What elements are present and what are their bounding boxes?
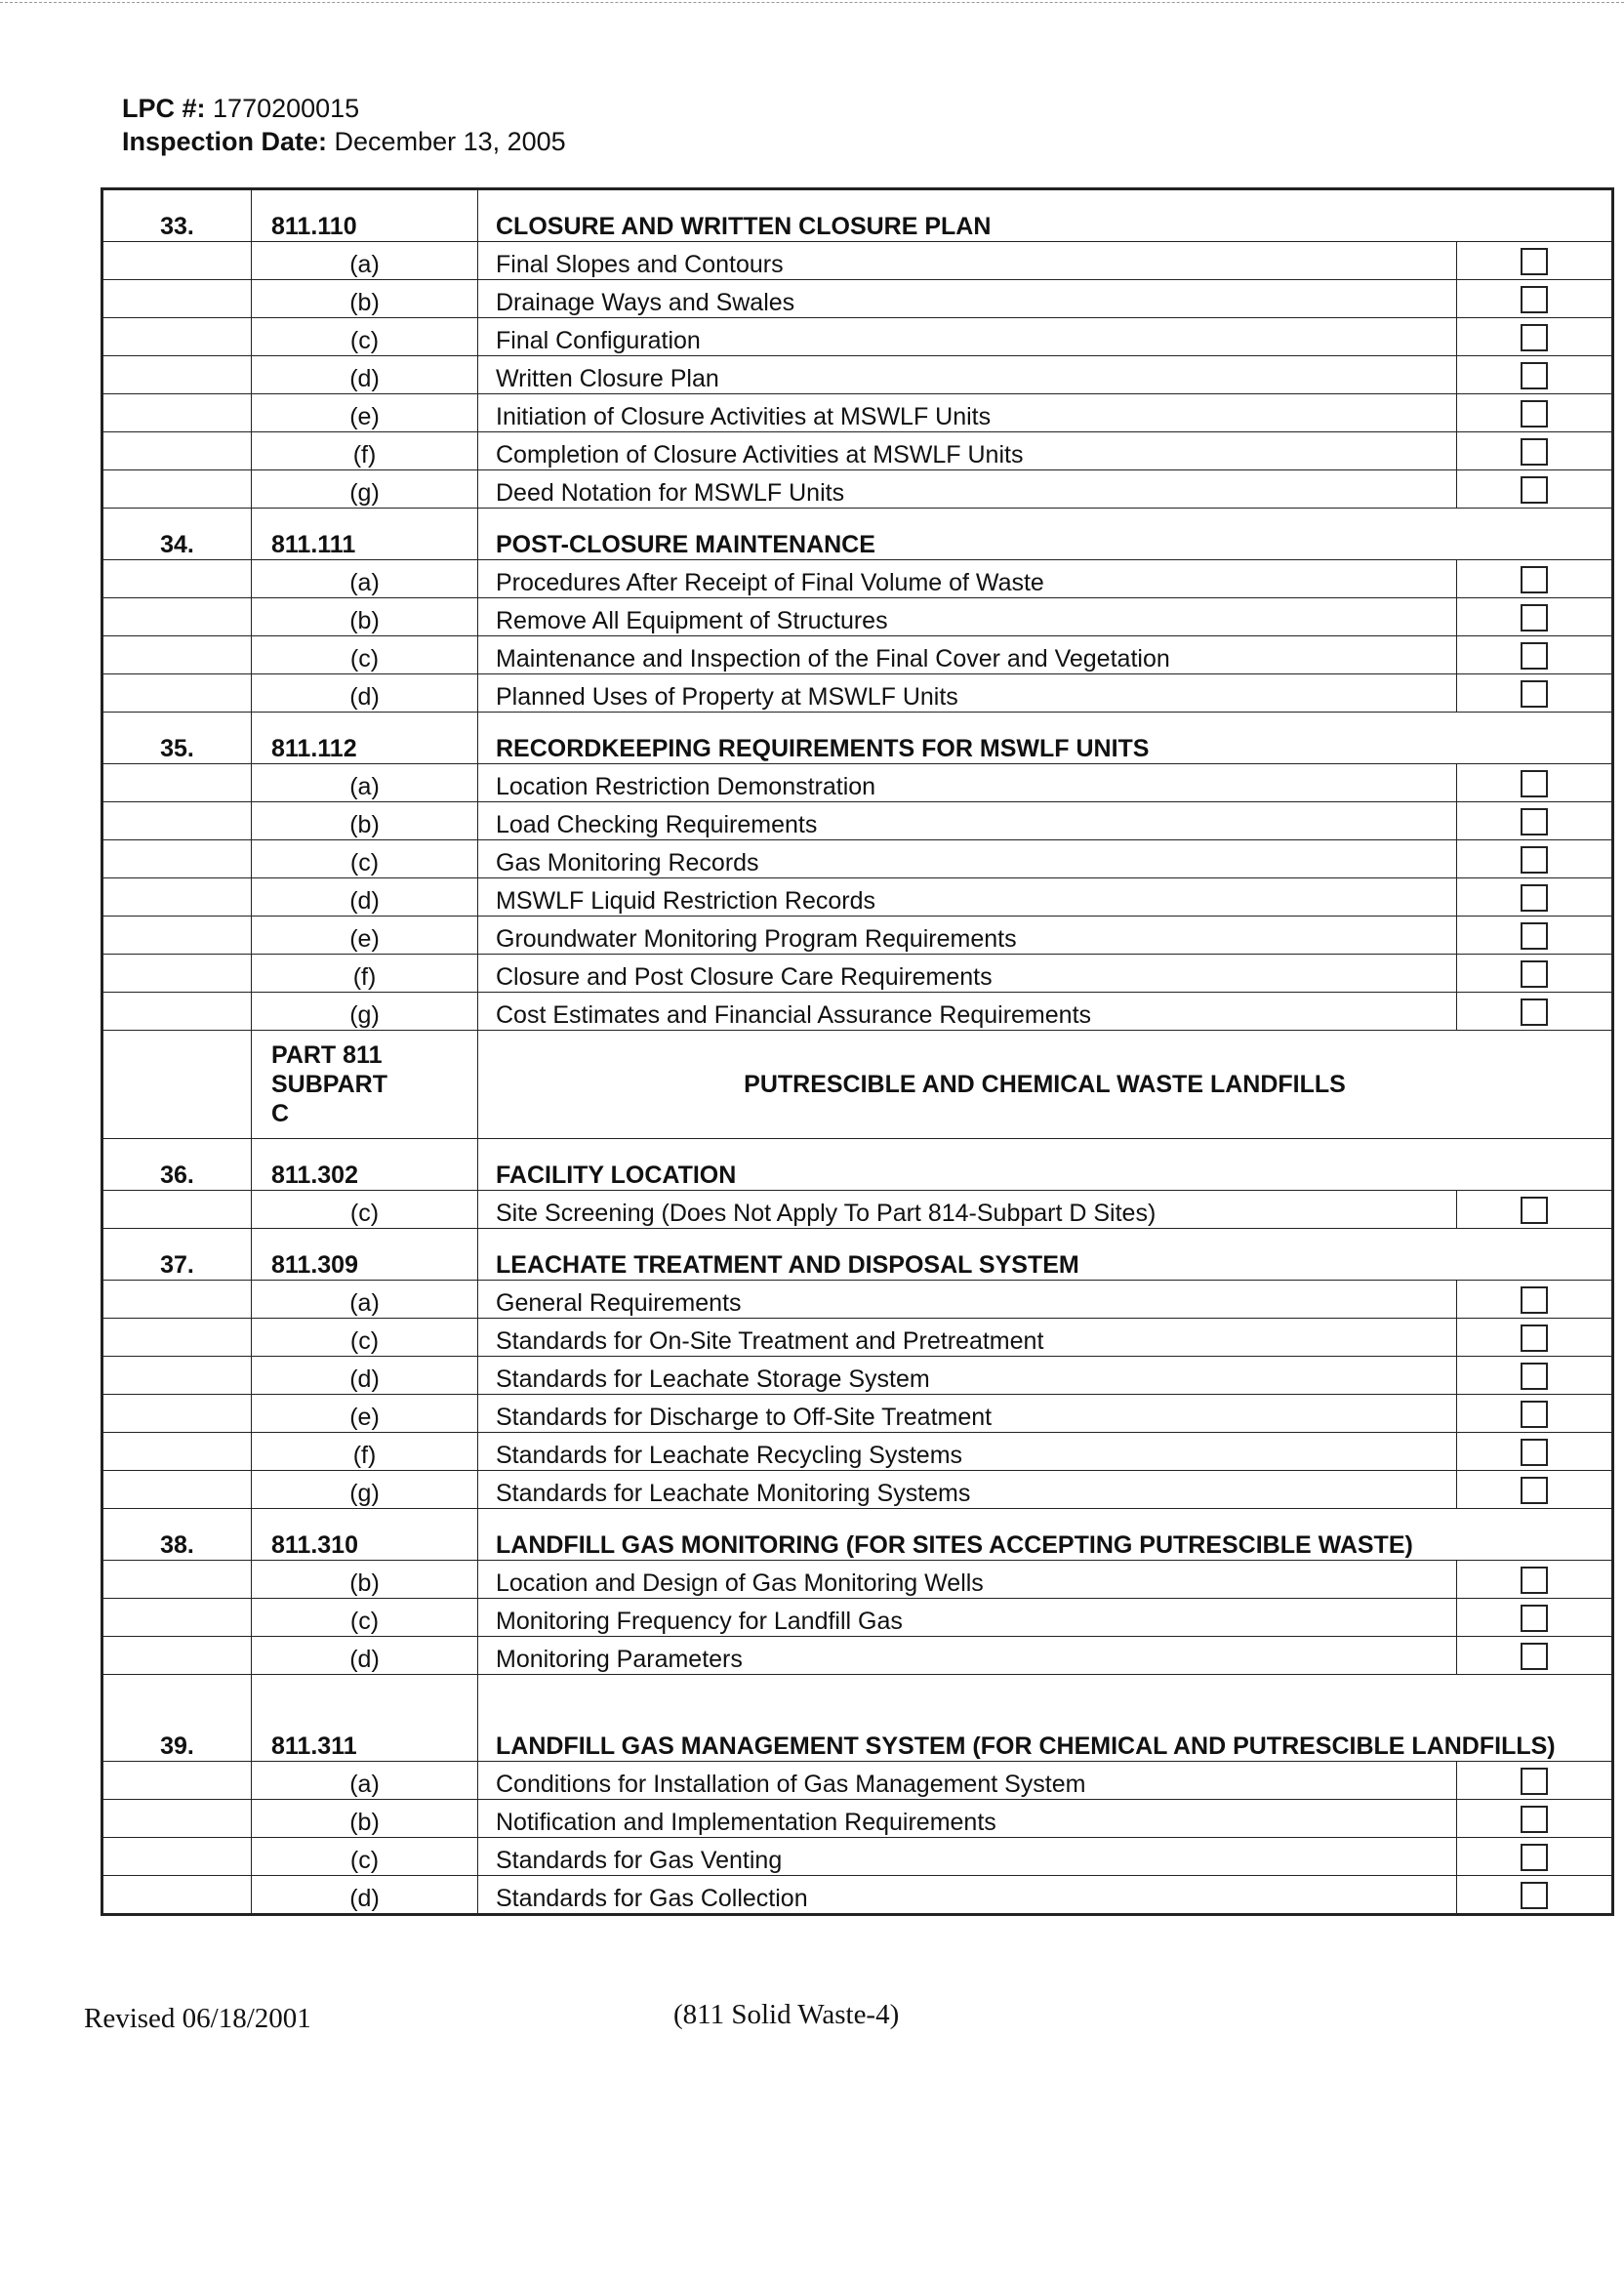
checklist-item-row xyxy=(102,470,1613,509)
item-number-cell xyxy=(102,356,252,394)
item-description: Procedures After Receipt of Final Volume of Waste xyxy=(478,560,1457,598)
checklist-item-row xyxy=(102,1838,1613,1876)
item-subsection: (c) xyxy=(252,1191,478,1229)
item-checkbox-cell xyxy=(1457,674,1613,713)
part-code-line: PART 811 xyxy=(271,1041,383,1069)
item-number-cell xyxy=(102,802,252,840)
checklist-item-row xyxy=(102,1637,1613,1675)
item-checkbox-cell xyxy=(1457,356,1613,394)
checklist-item-row xyxy=(102,993,1613,1031)
item-description: Remove All Equipment of Structures xyxy=(478,598,1457,636)
item-number-cell xyxy=(102,1191,252,1229)
checklist-item-row xyxy=(102,1561,1613,1599)
item-number-cell xyxy=(102,674,252,713)
item-subsection: (e) xyxy=(252,1395,478,1433)
item-checkbox-cell xyxy=(1457,280,1613,318)
part-code-line: SUBPART xyxy=(271,1071,387,1098)
checklist-item-row xyxy=(102,636,1613,674)
inspection-date-line xyxy=(122,125,566,158)
item-subsection: (e) xyxy=(252,394,478,432)
item-subsection: (d) xyxy=(252,674,478,713)
checklist-item-row xyxy=(102,242,1613,280)
item-checkbox-cell xyxy=(1457,1637,1613,1675)
item-description: Final Slopes and Contours xyxy=(478,242,1457,280)
section-number: 38. xyxy=(102,1509,252,1561)
item-checkbox[interactable] xyxy=(1521,1882,1548,1909)
checklist-item-row xyxy=(102,432,1613,470)
item-checkbox[interactable] xyxy=(1521,324,1548,351)
item-description: Location and Design of Gas Monitoring Wells xyxy=(478,1561,1457,1599)
checklist-item-row xyxy=(102,917,1613,955)
section-code: 811.110 xyxy=(252,189,478,242)
item-number-cell xyxy=(102,955,252,993)
item-description: Standards for Discharge to Off-Site Treatment xyxy=(478,1395,1457,1433)
section-number: 35. xyxy=(102,713,252,764)
section-number: 36. xyxy=(102,1139,252,1191)
item-subsection: (e) xyxy=(252,917,478,955)
item-subsection: (d) xyxy=(252,1357,478,1395)
item-number-cell xyxy=(102,318,252,356)
item-checkbox[interactable] xyxy=(1521,1605,1548,1632)
item-checkbox[interactable] xyxy=(1521,642,1548,670)
item-description: Closure and Post Closure Care Requirements xyxy=(478,955,1457,993)
checklist-item-row xyxy=(102,674,1613,713)
checklist-body xyxy=(102,189,1613,1915)
item-subsection: (a) xyxy=(252,1281,478,1319)
part-code xyxy=(252,1031,478,1139)
section-heading-row xyxy=(102,509,1613,560)
checklist-item-row xyxy=(102,1357,1613,1395)
section-heading-row xyxy=(102,1139,1613,1191)
item-checkbox-cell xyxy=(1457,242,1613,280)
item-checkbox[interactable] xyxy=(1521,1768,1548,1795)
item-description: Written Closure Plan xyxy=(478,356,1457,394)
section-code: 811.111 xyxy=(252,509,478,560)
section-number: 34. xyxy=(102,509,252,560)
revised-date: Revised 06/18/2001 xyxy=(84,2003,311,2034)
item-subsection: (b) xyxy=(252,1800,478,1838)
section-code: 811.112 xyxy=(252,713,478,764)
item-number-cell xyxy=(102,1357,252,1395)
checklist-item-row xyxy=(102,840,1613,878)
item-number-cell xyxy=(102,598,252,636)
checklist-item-row xyxy=(102,280,1613,318)
section-title: FACILITY LOCATION xyxy=(478,1139,1613,1191)
item-description: Deed Notation for MSWLF Units xyxy=(478,470,1457,509)
inspection-checklist-table xyxy=(101,187,1614,1916)
item-description: Standards for Gas Collection xyxy=(478,1876,1457,1915)
part-title: PUTRESCIBLE AND CHEMICAL WASTE LANDFILLS xyxy=(478,1031,1613,1139)
item-description: Conditions for Installation of Gas Management System xyxy=(478,1762,1457,1800)
checklist-item-row xyxy=(102,1433,1613,1471)
item-checkbox-cell xyxy=(1457,764,1613,802)
section-title: LEACHATE TREATMENT AND DISPOSAL SYSTEM xyxy=(478,1229,1613,1281)
item-number-cell xyxy=(102,1319,252,1357)
document-header xyxy=(122,92,566,158)
item-subsection: (c) xyxy=(252,318,478,356)
checklist-item-row xyxy=(102,1471,1613,1509)
item-number-cell xyxy=(102,432,252,470)
item-subsection: (a) xyxy=(252,764,478,802)
item-checkbox-cell xyxy=(1457,878,1613,917)
item-description: Planned Uses of Property at MSWLF Units xyxy=(478,674,1457,713)
checklist-item-row xyxy=(102,1319,1613,1357)
item-description: Standards for On-Site Treatment and Pretreatment xyxy=(478,1319,1457,1357)
checklist-item-row xyxy=(102,764,1613,802)
item-subsection: (a) xyxy=(252,242,478,280)
item-description: Standards for Gas Venting xyxy=(478,1838,1457,1876)
item-checkbox[interactable] xyxy=(1521,400,1548,428)
item-description: Monitoring Parameters xyxy=(478,1637,1457,1675)
item-subsection: (c) xyxy=(252,636,478,674)
item-description: Initiation of Closure Activities at MSWLF Units xyxy=(478,394,1457,432)
item-subsection: (b) xyxy=(252,1561,478,1599)
item-number-cell xyxy=(102,1599,252,1637)
checklist-item-row xyxy=(102,1800,1613,1838)
item-checkbox[interactable] xyxy=(1521,1567,1548,1594)
lpc-value: 1770200015 xyxy=(213,94,360,123)
top-scan-rule xyxy=(0,2,1624,3)
item-checkbox-cell xyxy=(1457,917,1613,955)
item-checkbox[interactable] xyxy=(1521,1286,1548,1314)
item-checkbox-cell xyxy=(1457,318,1613,356)
item-checkbox[interactable] xyxy=(1521,476,1548,504)
item-subsection: (g) xyxy=(252,1471,478,1509)
section-heading-row xyxy=(102,189,1613,242)
item-checkbox[interactable] xyxy=(1521,808,1548,835)
item-checkbox-cell xyxy=(1457,1471,1613,1509)
item-number-cell xyxy=(102,917,252,955)
item-checkbox[interactable] xyxy=(1521,998,1548,1026)
item-description: Groundwater Monitoring Program Requirements xyxy=(478,917,1457,955)
checklist-item-row xyxy=(102,598,1613,636)
item-subsection: (d) xyxy=(252,356,478,394)
section-title: POST-CLOSURE MAINTENANCE xyxy=(478,509,1613,560)
item-description: Standards for Leachate Storage System xyxy=(478,1357,1457,1395)
item-number-cell xyxy=(102,993,252,1031)
item-checkbox-cell xyxy=(1457,1357,1613,1395)
section-title: LANDFILL GAS MANAGEMENT SYSTEM (FOR CHEMICAL AND PUTRESCIBLE LANDFILLS) xyxy=(478,1675,1613,1762)
checklist-item-row xyxy=(102,802,1613,840)
item-checkbox-cell xyxy=(1457,993,1613,1031)
lpc-line xyxy=(122,92,566,125)
item-checkbox[interactable] xyxy=(1521,1806,1548,1833)
item-checkbox-cell xyxy=(1457,1838,1613,1876)
checklist-item-row xyxy=(102,1191,1613,1229)
inspection-date-value: December 13, 2005 xyxy=(334,127,566,156)
item-checkbox-cell xyxy=(1457,1433,1613,1471)
section-number: 33. xyxy=(102,189,252,242)
item-checkbox[interactable] xyxy=(1521,604,1548,632)
item-checkbox-cell xyxy=(1457,636,1613,674)
item-checkbox-cell xyxy=(1457,1800,1613,1838)
section-title: RECORDKEEPING REQUIREMENTS FOR MSWLF UNITS xyxy=(478,713,1613,764)
checklist-item-row xyxy=(102,1281,1613,1319)
item-checkbox-cell xyxy=(1457,1561,1613,1599)
item-description: General Requirements xyxy=(478,1281,1457,1319)
checklist-item-row xyxy=(102,1599,1613,1637)
item-subsection: (c) xyxy=(252,840,478,878)
checklist-item-row xyxy=(102,955,1613,993)
section-number: 37. xyxy=(102,1229,252,1281)
checklist-item-row xyxy=(102,394,1613,432)
item-checkbox[interactable] xyxy=(1521,680,1548,708)
item-checkbox-cell xyxy=(1457,1395,1613,1433)
section-number: 39. xyxy=(102,1675,252,1762)
item-number-cell xyxy=(102,280,252,318)
item-subsection: (b) xyxy=(252,598,478,636)
section-heading-row xyxy=(102,1509,1613,1561)
checklist-item-row xyxy=(102,1876,1613,1915)
item-number-cell xyxy=(102,1433,252,1471)
item-checkbox[interactable] xyxy=(1521,846,1548,874)
item-subsection: (g) xyxy=(252,993,478,1031)
item-description: Notification and Implementation Requirements xyxy=(478,1800,1457,1838)
item-number-cell xyxy=(102,560,252,598)
item-checkbox[interactable] xyxy=(1521,1844,1548,1871)
section-heading-row xyxy=(102,1675,1613,1762)
item-subsection: (b) xyxy=(252,802,478,840)
item-checkbox[interactable] xyxy=(1521,438,1548,466)
item-subsection: (b) xyxy=(252,280,478,318)
page-reference: (811 Solid Waste-4) xyxy=(673,1999,900,2030)
section-code: 811.309 xyxy=(252,1229,478,1281)
item-number-cell xyxy=(102,636,252,674)
item-description: Standards for Leachate Recycling Systems xyxy=(478,1433,1457,1471)
item-description: Monitoring Frequency for Landfill Gas xyxy=(478,1599,1457,1637)
item-checkbox-cell xyxy=(1457,840,1613,878)
item-checkbox-cell xyxy=(1457,1762,1613,1800)
item-number-cell xyxy=(102,1471,252,1509)
item-number-cell xyxy=(102,1876,252,1915)
item-description: Standards for Leachate Monitoring Systems xyxy=(478,1471,1457,1509)
checklist-item-row xyxy=(102,560,1613,598)
item-checkbox[interactable] xyxy=(1521,286,1548,313)
item-checkbox-cell xyxy=(1457,1191,1613,1229)
item-subsection: (d) xyxy=(252,878,478,917)
checklist-item-row xyxy=(102,318,1613,356)
section-code: 811.302 xyxy=(252,1139,478,1191)
item-checkbox[interactable] xyxy=(1521,1439,1548,1466)
item-subsection: (d) xyxy=(252,1637,478,1675)
lpc-label: LPC #: xyxy=(122,94,206,123)
item-checkbox[interactable] xyxy=(1521,1401,1548,1428)
item-number-cell xyxy=(102,242,252,280)
item-checkbox[interactable] xyxy=(1521,884,1548,912)
item-subsection: (a) xyxy=(252,1762,478,1800)
item-subsection: (c) xyxy=(252,1838,478,1876)
item-checkbox-cell xyxy=(1457,1876,1613,1915)
item-checkbox-cell xyxy=(1457,1281,1613,1319)
item-number-cell xyxy=(102,1281,252,1319)
item-description: Location Restriction Demonstration xyxy=(478,764,1457,802)
item-checkbox[interactable] xyxy=(1521,1643,1548,1670)
item-checkbox-cell xyxy=(1457,1319,1613,1357)
item-description: Maintenance and Inspection of the Final Cover and Vegetation xyxy=(478,636,1457,674)
item-number-cell xyxy=(102,1800,252,1838)
section-code: 811.310 xyxy=(252,1509,478,1561)
item-description: Drainage Ways and Swales xyxy=(478,280,1457,318)
item-subsection: (c) xyxy=(252,1599,478,1637)
section-heading-row xyxy=(102,713,1613,764)
item-description: Gas Monitoring Records xyxy=(478,840,1457,878)
checklist-item-row xyxy=(102,878,1613,917)
section-heading-row xyxy=(102,1229,1613,1281)
item-checkbox-cell xyxy=(1457,802,1613,840)
item-number-cell xyxy=(102,878,252,917)
item-checkbox[interactable] xyxy=(1521,960,1548,988)
checklist-item-row xyxy=(102,1762,1613,1800)
item-checkbox[interactable] xyxy=(1521,362,1548,389)
item-checkbox-cell xyxy=(1457,1599,1613,1637)
item-checkbox[interactable] xyxy=(1521,1363,1548,1390)
part-code-line: C xyxy=(271,1100,290,1127)
section-title: LANDFILL GAS MONITORING (FOR SITES ACCEPTING PUTRESCIBLE WASTE) xyxy=(478,1509,1613,1561)
item-number-cell xyxy=(102,1395,252,1433)
item-checkbox[interactable] xyxy=(1521,566,1548,593)
item-checkbox[interactable] xyxy=(1521,248,1548,275)
item-number-cell xyxy=(102,840,252,878)
item-checkbox[interactable] xyxy=(1521,1477,1548,1504)
item-description: Final Configuration xyxy=(478,318,1457,356)
inspection-date-label: Inspection Date: xyxy=(122,127,328,156)
item-subsection: (d) xyxy=(252,1876,478,1915)
part-heading-row xyxy=(102,1031,1613,1139)
item-description: Cost Estimates and Financial Assurance Requirements xyxy=(478,993,1457,1031)
item-description: Completion of Closure Activities at MSWLF Units xyxy=(478,432,1457,470)
item-checkbox[interactable] xyxy=(1521,770,1548,797)
item-checkbox-cell xyxy=(1457,394,1613,432)
item-number-cell xyxy=(102,470,252,509)
item-checkbox[interactable] xyxy=(1521,1197,1548,1224)
item-checkbox-cell xyxy=(1457,432,1613,470)
item-number-cell xyxy=(102,1637,252,1675)
item-subsection: (c) xyxy=(252,1319,478,1357)
item-number-cell xyxy=(102,1762,252,1800)
checklist-item-row xyxy=(102,356,1613,394)
part-num-cell xyxy=(102,1031,252,1139)
item-description: MSWLF Liquid Restriction Records xyxy=(478,878,1457,917)
item-checkbox-cell xyxy=(1457,470,1613,509)
section-title: CLOSURE AND WRITTEN CLOSURE PLAN xyxy=(478,189,1613,242)
item-subsection: (g) xyxy=(252,470,478,509)
item-number-cell xyxy=(102,764,252,802)
item-checkbox[interactable] xyxy=(1521,1324,1548,1352)
item-checkbox[interactable] xyxy=(1521,922,1548,950)
item-number-cell xyxy=(102,394,252,432)
item-subsection: (a) xyxy=(252,560,478,598)
checklist-item-row xyxy=(102,1395,1613,1433)
item-description: Load Checking Requirements xyxy=(478,802,1457,840)
item-number-cell xyxy=(102,1838,252,1876)
item-subsection: (f) xyxy=(252,432,478,470)
item-subsection: (f) xyxy=(252,1433,478,1471)
item-subsection: (f) xyxy=(252,955,478,993)
section-code: 811.311 xyxy=(252,1675,478,1762)
item-description: Site Screening (Does Not Apply To Part 814-Subpart D Sites) xyxy=(478,1191,1457,1229)
item-number-cell xyxy=(102,1561,252,1599)
item-checkbox-cell xyxy=(1457,955,1613,993)
item-checkbox-cell xyxy=(1457,560,1613,598)
item-checkbox-cell xyxy=(1457,598,1613,636)
